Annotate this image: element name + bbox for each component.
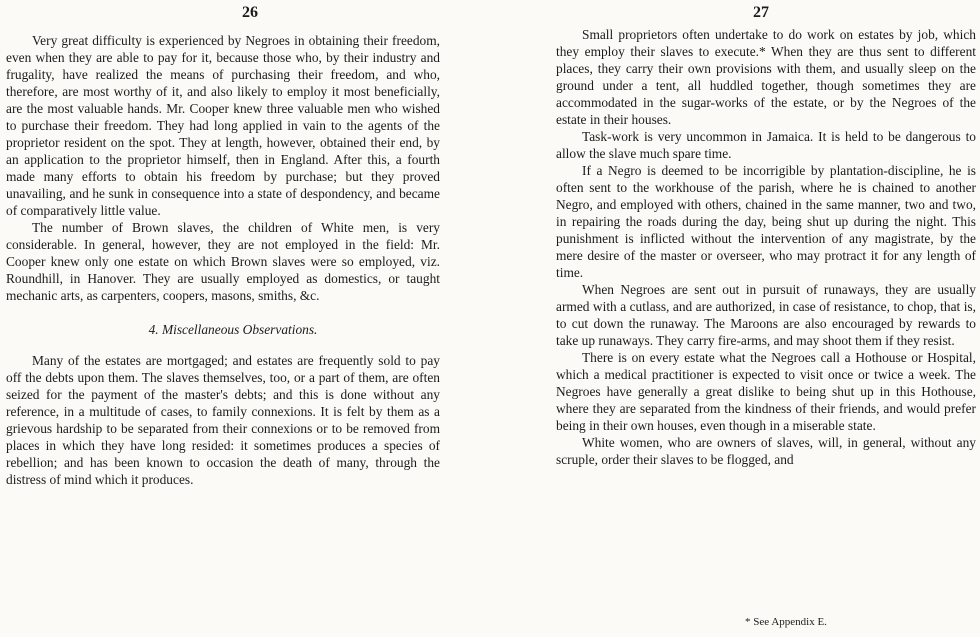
- section-heading: 4. Miscellaneous Observations.: [148, 322, 318, 337]
- paragraph: There is on every estate what the Negroes call a Hothouse or Hospital, which a medical practitioner is expected to visit once or twice a week. The Negroes have generally a great dislike to being shut up in this Hothouse, where they are separated from the kindness of their friends, and would prefer being in their own houses, even though in a miserable state.: [556, 350, 976, 433]
- paragraph: The number of Brown slaves, the children of White men, is very considerable. In general, however, they are not employed in the field: Mr. Cooper knew only one estate on which Brown slaves were so employed, viz. Roundhill, in Hanover. They are usually employed as domestics, or taught mechanic arts, as carpenters, coopers, masons, smiths, &c.: [6, 220, 440, 303]
- page-number-right: 27: [753, 4, 769, 21]
- paragraph: Task-work is very uncommon in Jamaica. It is held to be dangerous to allow the slave much spare time.: [556, 129, 976, 161]
- paragraph: If a Negro is deemed to be incorrigible by plantation-discipline, he is often sent to the workhouse of the parish, where he is chained to another Negro, and employed with others, chained in the same manner, two and two, in repairing the roads during the day, being shut up during the night. This punishment is inflicted without the intervention of any magistrate, by the mere desire of the master or overseer, who may protract it for any length of time.: [556, 163, 976, 280]
- paragraph: Many of the estates are mortgaged; and estates are frequently sold to pay off the debts upon them. The slaves themselves, too, or a part of them, are often seized for the payment of the master's debts; and this is done without any reference, in a multitude of cases, to family connexions. It is felt by them as a grievous hardship to be separated from their connexions or to be removed from places in which they have long resided: it sometimes produces a species of rebellion; and has been known to occasion the death of many, through the distress of mind which it produces.: [6, 353, 440, 487]
- right-page: [556, 0, 976, 637]
- paragraph: When Negroes are sent out in pursuit of runaways, they are usually armed with a cutlass, and are authorized, in case of resistance, to chop, that is, to cut down the runaway. The Maroons are also encouraged by rewards to take up runaways. They carry fire-arms, and may shoot them if they resist.: [556, 282, 976, 348]
- left-page-text: [0, 32, 440, 488]
- paragraph: White women, who are owners of slaves, will, in general, without any scruple, order their slaves to be flogged, and: [556, 435, 976, 467]
- left-page: [0, 0, 440, 637]
- page-number-left: 26: [242, 4, 258, 21]
- footnote: * See Appendix E.: [745, 616, 827, 628]
- right-page-text: [556, 26, 976, 468]
- paragraph: Very great difficulty is experienced by Negroes in obtaining their freedom, even when they are able to pay for it, because those who, by their industry and frugality, have realized the means of purchasing their freedom, and who, therefore, are most worthy of it, and also likely to employ it most beneficially, are the most valuable hands. Mr. Cooper knew three valuable men who wished to purchase their freedom. They had long applied in vain to the agents of the proprietor resident on the spot. They at length, however, obtained their end, by an application to the proprietor himself, then in England. After this, a fourth made many efforts to obtain his freedom by purchase; but they proved unavailing, and he sunk in consequence into a state of despondency, and became of comparatively little value.: [6, 33, 440, 218]
- paragraph: Small proprietors often undertake to do work on estates by job, which they employ their slaves to execute.* When they are thus sent to different places, they carry their own provisions with them, and usually sleep on the ground under a tent, all huddled together, though sometimes they are accommodated in the sugar-works of the estate, or by the Negroes of the estate in their houses.: [556, 27, 976, 127]
